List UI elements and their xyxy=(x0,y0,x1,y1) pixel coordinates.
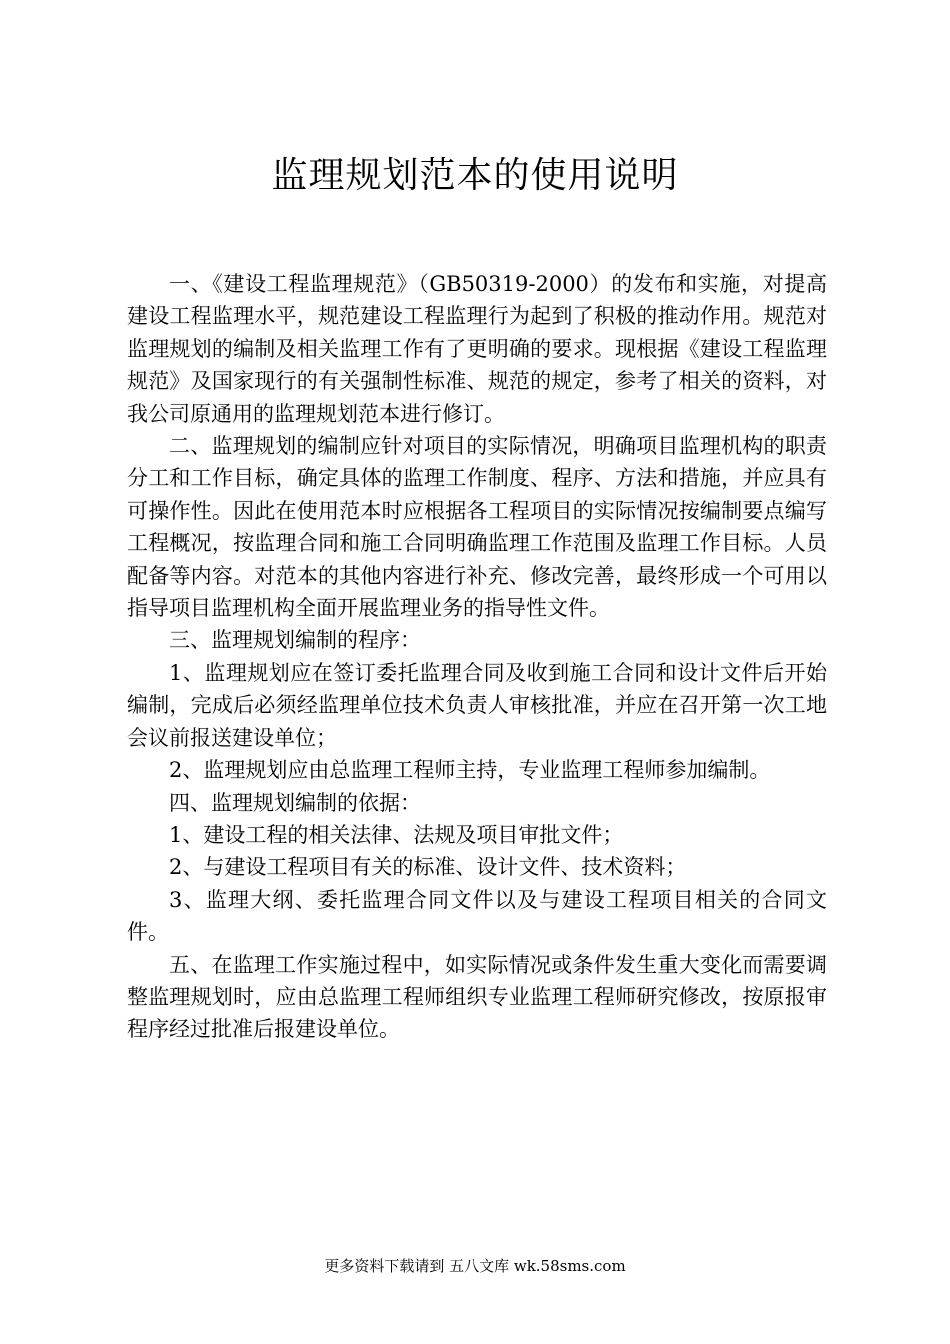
paragraph-10: 五、在监理工作实施过程中，如实际情况或条件发生重大变化而需要调整监理规划时，应由总监理工程师组织专业监理工程师研究修改，按原报审程序经过批准后报建设单位。 xyxy=(127,952,827,1042)
paragraph-5: 2、监理规划应由总监理工程师主持，专业监理工程师参加编制。 xyxy=(169,758,771,783)
paragraph-2: 二、监理规划的编制应针对项目的实际情况，明确项目监理机构的职责分工和工作目标，确定具体的监理工作制度、程序、方法和措施，并应具有可操作性。因此在使用范本时应根据各工程项目的实际情况按编制要点编写工程概况，按监理合同和施工合同明确监理工作范围及监理工作目标。人员配备等内容。对范本的其他内容进行补充、修改完善，最终形成一个可用以指导项目监理机构全面开展监理业务的指导性文件。 xyxy=(127,434,827,621)
page-footer: 更多资料下载请到 五八文库 wk.58sms.com xyxy=(324,1257,626,1275)
paragraph-6: 四、监理规划编制的依据： xyxy=(169,790,421,815)
paragraph-3: 三、监理规划编制的程序： xyxy=(169,628,421,653)
document-body xyxy=(127,268,827,1046)
paragraph-1: 一、《建设工程监理规范》（GB50319-2000）的发布和实施，对提高建设工程监理水平，规范建设工程监理行为起到了积极的推动作用。规范对监理规划的编制及相关监理工作有了更明确的要求。现根据《建设工程监理规范》及国家现行的有关强制性标准、规范的规定，参考了相关的资料，对我公司原通用的监理规划范本进行修订。 xyxy=(127,272,827,426)
paragraph-7: 1、建设工程的相关法律、法规及项目审批文件； xyxy=(169,822,624,847)
paragraph-8: 2、与建设工程项目有关的标准、设计文件、技术资料； xyxy=(169,855,687,880)
page-title: 监理规划范本的使用说明 xyxy=(271,155,679,196)
paragraph-4: 1、监理规划应在签订委托监理合同及收到施工合同和设计文件后开始编制，完成后必须经监理单位技术负责人审核批准，并应在召开第一次工地会议前报送建设单位； xyxy=(127,660,827,750)
paragraph-9: 3、监理大纲、委托监理合同文件以及与建设工程项目相关的合同文件。 xyxy=(127,887,827,945)
